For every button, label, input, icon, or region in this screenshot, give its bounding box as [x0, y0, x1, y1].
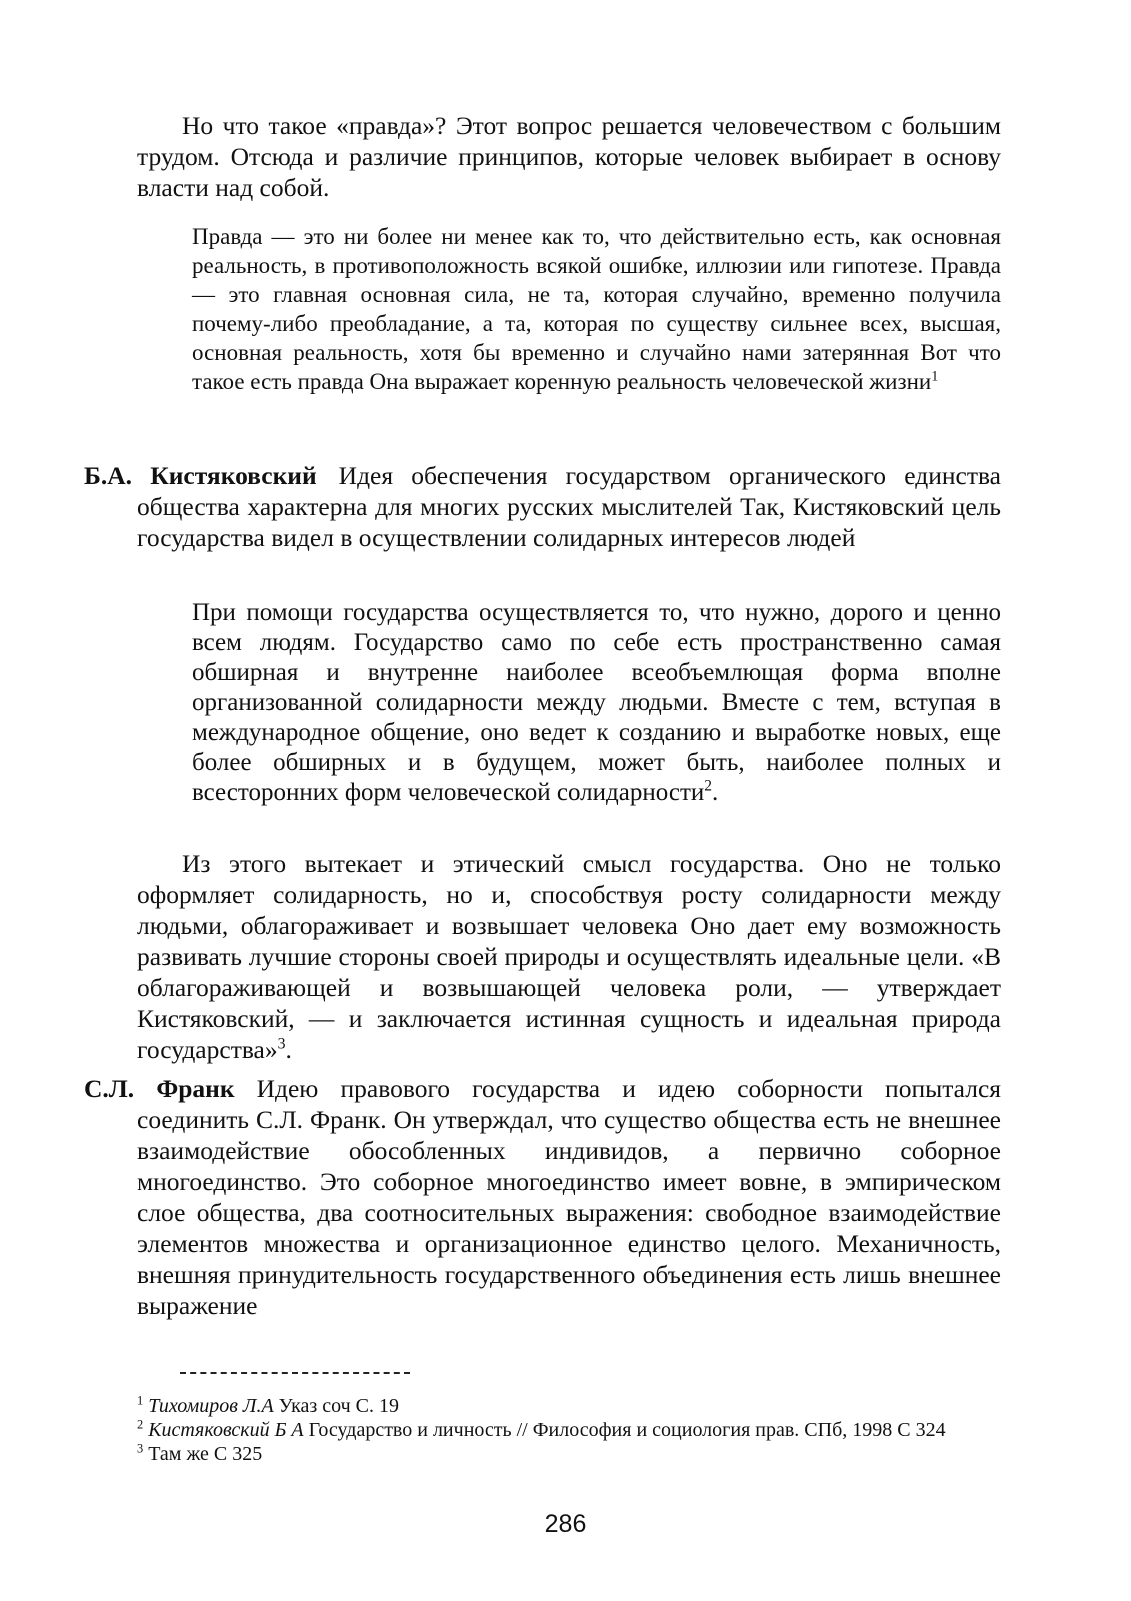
paragraph-kistyakovsky: Б.А. Кистяковский Идея обеспечения государством органического единства общества характерна для многих русских мыслителей Так, Кистяковский цель государства видел в осуществлении солидарных интересов людей: [84, 461, 1001, 552]
footnote-1: $^1$ Тихомиров Л.А Указ соч С. 19: [137, 1393, 400, 1417]
footnote-3: $^3$ Там же С 325: [137, 1441, 263, 1465]
paragraph-intro: Но что такое «правда»? Этот вопрос решается человечеством с большим трудом. Отсюда и различие принципов, которые человек выбирает в основу власти над собой.: [137, 111, 1001, 202]
footnote-ref: 2: [704, 777, 713, 795]
page-number: 286: [544, 1510, 587, 1538]
paragraph-frank: С.Л. Франк Идею правового государства и идею соборности попытался соединить С.Л. Франк. Он утверждал, что существо общества есть не внешнее взаимодействие обособленных индивидов, а первично соборное многоединство. Это соборное многоединство имеет вовне, в эмпирическом слое общества, два соотносительных выражения: свободное взаимодействие элементов множества и организационное единство целого. Механичность, внешняя принудительность государственного объединения есть лишь внешнее выражение: [84, 1074, 1001, 1320]
section-name: Б.А. Кистяковский: [84, 461, 317, 490]
section-name: С.Л. Франк: [84, 1074, 235, 1103]
footnote-divider: [180, 1372, 410, 1377]
footnotes: [137, 1394, 1007, 1466]
footnote-ref: 1: [931, 368, 939, 385]
paragraph-ethics: Из этого вытекает и этический смысл государства. Оно не только оформляет солидарность, но и, способствуя росту солидарности между людьми, облагораживает и возвышает человека Оно дает ему возможность развивать лучшие стороны своей природы и осуществлять идеальные цели. «В облагораживающей и возвышающей человека роли, — утверждает Кистяковский, — и заключается истинная сущность и идеальная природа государства»$^3$.: [137, 849, 1001, 1064]
quote-kistyakovsky: При помощи государства осуществляется то, что нужно, дорого и ценно всем людям. Государство само по себе есть пространственно самая обширная и внутренне наиболее всеобъемлющая форма вполне организованной солидарности между людьми. Вместе с тем, вступая в международное общение, оно ведет к созданию и выработке новых, еще более обширных и в будущем, может быть, наиболее полных и всесторонних форм человеческой солидарности$^2$.: [192, 599, 1001, 806]
quote-tikhomirov: Правда — это ни более ни менее как то, что действительно есть, как основная реальность, в противоположность всякой ошибке, иллюзии или гипотезе. Правда — это главная основная сила, не та, которая случайно, временно получила почему-либо преобладание, а та, которая по существу сильнее всех, высшая, основная реальность, хотя бы временно и случайно нами затерянная Вот что такое есть правда Она выражает коренную реальность человеческой жизни$^1$: [192, 224, 1001, 394]
footnote-ref: 3: [277, 1035, 286, 1053]
footnote-2: $^2$ Кистяковский Б А Государство и личность // Философия и социология прав. СПб, 1998 С 324: [137, 1417, 946, 1441]
